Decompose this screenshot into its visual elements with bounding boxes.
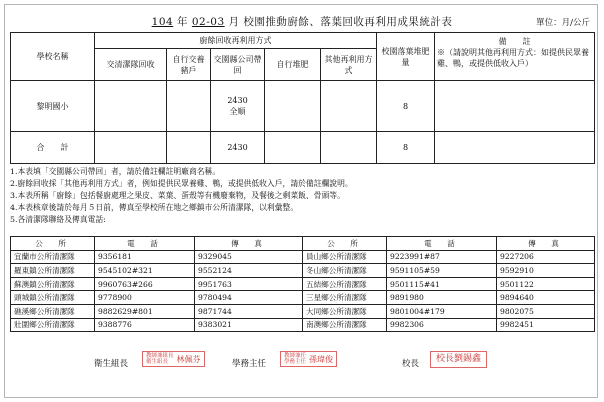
header-school: 學校名稱 [11,33,95,81]
leaf-value: 8 [377,81,435,132]
table-row: 宜蘭市公所清潔隊 9356181 9329045 員山鄉公所清潔隊 9223991#87 9227206 [11,250,595,264]
statistics-table [10,32,595,164]
academic-director-stamp: 教師兼任 學務主任 孫瑋俊 [280,351,337,367]
page-title: 104 年 02-03 月 校園推動廚餘、落葉回收再利用成果統計表 [151,16,453,28]
header-kitchen-group: 廚餘回收再利用方式 [95,33,377,49]
table-row-total [11,132,595,164]
header-pig: 自行交養豬戶 [167,49,211,81]
contacts-table: 公 所 電 話 傳 真 公 所 電 話 傳 真 宜蘭市公所清潔隊 9356181 9329045 員山鄉公所清潔隊 9223991#87 9227206 羅東鎮公所清潔隊 9545102#321 9552124 冬山鄉公所清潔隊 9591105#59 9592910 蘇澳鎮公所清潔隊 9960763#266 9951763 五結鄉公所清潔隊 9501115#41 9501122 頭城鎮公所清潔隊 9778900 9780494 三星鄉公所清潔隊 9891980 9894640 礁溪鄉公所清潔隊 9882629#801 9871744 大同鄉公所清潔隊 9801004#179 9802075 壯圍鄉公所清潔隊 9388776 9383021 南澳鄉公所清潔隊 9982306 9982451 [10,236,595,332]
unit-label: 單位：月/公斤 [536,18,590,28]
header-company: 交園縣公司帶回 [211,49,265,81]
notes [10,166,594,226]
header-leaf: 校園落葉堆肥量 [377,33,435,81]
table-row: 蘇澳鎮公所清潔隊 9960763#266 9951763 五結鄉公所清潔隊 9501115#41 9501122 [11,277,595,291]
total-company-value: 2430 [211,132,265,164]
note-item: 4.本表核章後請於每月５日前，傳真至學校所在地之鄉鎮市公所清潔隊，以利彙整。 [10,203,299,212]
health-chief-label: 衛生組長 [94,359,129,369]
total-label: 合 計 [11,132,95,164]
total-leaf-value: 8 [377,132,435,164]
title-months: 02-03 [191,16,225,28]
table-row [11,81,595,132]
title-year: 104 [151,16,174,28]
health-chief-stamp: 教師兼組長 衛生組長 林佩芬 [142,351,205,367]
school-name: 黎明國小 [11,81,95,132]
header-compost: 自行堆肥 [265,49,321,81]
header-other: 其他再利用方式 [321,49,377,81]
header-note: 備 註 ※（請說明其他再利用方式：如提供民眾養雞、鴨，或提供低收入戶） [435,33,595,81]
note-item: 5.各清潔隊聯絡及傳真電話: [10,215,106,224]
note-item: 1.本表填「交園縣公司帶回」者，請於備註欄註明廠商名稱。 [10,167,221,176]
table-row: 羅東鎮公所清潔隊 9545102#321 9552124 冬山鄉公所清潔隊 9591105#59 9592910 [11,264,595,278]
note-item: 2.廚餘回收採「其他再利用方式」者，例如提供民眾養雞、鴨，或提供低收入戶，請於備註欄說明。 [10,179,353,188]
header-cleaning: 交清潔隊回收 [95,49,167,81]
principal-label: 校長 [402,359,420,369]
table-row: 礁溪鄉公所清潔隊 9882629#801 9871744 大同鄉公所清潔隊 9801004#179 9802075 [11,304,595,318]
note-item: 3.本表所稱「廚餘」包括餐廚處理之果皮、菜葉、蛋殼等有機廢棄物，及餐後之剩菜飯、骨頭等。 [10,191,345,200]
title-text: 校園推動廚餘、落葉回收再利用成果統計表 [239,16,453,28]
principal-stamp: 校長劉錫鑫 [430,351,487,368]
academic-director-label: 學務主任 [232,359,267,369]
table-row: 壯圍鄉公所清潔隊 9388776 9383021 南澳鄉公所清潔隊 9982306 9982451 [11,318,595,332]
table-row: 頭城鎮公所清潔隊 9778900 9780494 三星鄉公所清潔隊 9891980 9894640 [11,291,595,305]
company-value: 2430 全順 [211,81,265,132]
